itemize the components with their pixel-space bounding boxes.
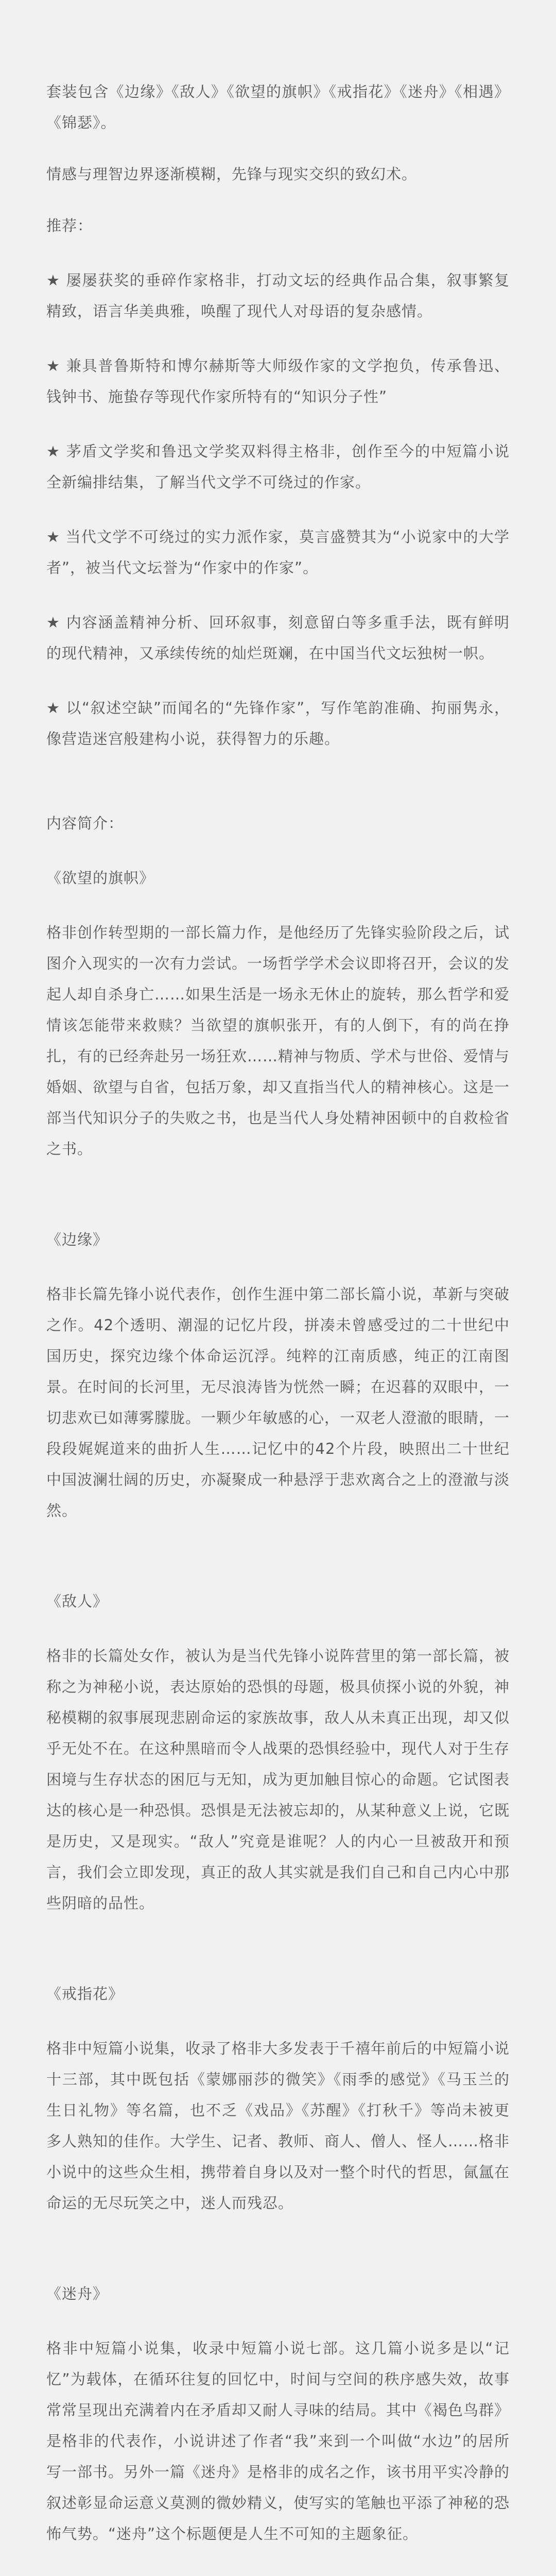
book-edge [46,1224,510,1526]
recommendation-heading: 推荐： [46,217,93,234]
book-title: 《迷舟》 [46,2285,109,2302]
book-enemy [46,1586,510,1919]
book-title: 《欲望的旗帜》 [46,869,155,887]
intro-section [46,76,510,210]
book-description: 格非创作转型期的一部长篇力作，是他经历了先锋实验阶段之后，试图介入现实的一次有力尝试。一场哲学学术会议即将召开，会议的发起人却自杀身亡……如果生活是一场永无休止的旋转，那么哲学和爱情该怎能带来救赎？当欲望的旗帜张开，有的人倒下，有的尚在挣扎，有的已经奔赴另一场狂欢……精神与物质、学术与世俗、爱情与婚姻、欲望与自省，包括万象，却又直指当代人的精神核心。这是一部当代知识分子的失败之书，也是当代人身处精神困顿中的自救检省之书。 [46,924,510,1158]
summary-section [46,808,510,2576]
recommendation-item: ★ 当代文学不可绕过的实力派作家，莫言盛赞其为“小说家中的大学者”，被当代文坛誉为“作家中的作家”。 [46,528,510,577]
recommendation-item: ★ 茅盾文学奖和鲁迅文学奖双料得主格非，创作至今的中短篇小说全新编排结集，了解当代文学不可绕过的作家。 [46,443,510,491]
book-desire-flag [46,862,510,1164]
book-title: 《边缘》 [46,1231,109,1248]
recommendation-section [46,210,510,754]
summary-heading: 内容简介： [46,815,124,832]
book-description: 格非长篇先锋小说代表作，创作生涯中第二部长篇小说，革新与突破之作。42个透明、潮湿的记忆片段，拼凑未曾感受过的二十世纪中国历史，探究边缘个体命运沉浮。纯粹的江南质感，纯正的江南图景。在时间的长河里，无尽浪涛皆为恍然一瞬；在迟暮的双眼中，一切悲欢已如薄雾朦胧。一颗少年敏感的心，一双老人澄澈的眼睛，一段段娓娓道来的曲折人生……记忆中的42个片段，映照出二十世纪中国波澜壮阔的历史，亦凝聚成一种悬浮于悲欢离合之上的澄澈与淡然。 [46,1285,510,1519]
book-description: 格非的长篇处女作，被认为是当代先锋小说阵营里的第一部长篇，被称之为神秘小说，表达原始的恐惧的母题，极具侦探小说的外貌，神秘模糊的叙事展现悲剧命运的家族故事，敌人从未真正出现，却又似乎无处不在。在这种黑暗而令人战栗的恐惧经验中，现代人对于生存困境与生存状态的困厄与无知，成为更加触目惊心的命题。它试图表达的核心是一种恐惧。恐惧是无法被忘却的，从某种意义上说，它既是历史，又是现实。“敌人”究竟是谁呢？人的内心一旦被敌开和预言，我们会立即发现，真正的敌人其实就是我们自己和自己内心中那些阴暗的品性。 [46,1647,510,1912]
recommendation-item: ★ 以“叙述空缺”而闻名的“先锋作家”，写作笔韵准确、拘丽隽永，像营造迷宫般建构小说，获得智力的乐趣。 [46,699,510,748]
recommendation-item: ★ 屡屡获奖的垂碎作家格非，打动文坛的经典作品合集，叙事繁复精致，语言华美典雅，唤醒了现代人对母语的复杂感情。 [46,272,510,320]
set-contents-line: 套装包含《边缘》《敌人》《欲望的旗帜》《戒指花》《迷舟》《相遇》《锦瑟》。 [46,83,510,131]
book-description: 格非中短篇小说集，收录了格非大多发表于千禧年前后的中短篇小说十三部，其中既包括《蒙娜丽莎的微笑》《雨季的感觉》《马玉兰的生日礼物》等名篇，也不乏《戏品》《苏醒》《打秋千》等尚未被更多人熟知的佳作。大学生、记者、教师、商人、僧人、怪人……格非小说中的这些众生相，携带着自身以及对一整个时代的哲思，氤氲在命运的无尽玩笑之中，迷人而残忍。 [46,2040,510,2212]
book-title: 《戒指花》 [46,1985,124,2003]
mood-line: 情感与理智边界逐渐模糊，先锋与现实交织的致幻术。 [46,165,418,183]
book-lost-boat [46,2278,510,2549]
book-description: 格非中短篇小说集，收录中短篇小说七部。这几篇小说多是以“记忆”为载体，在循环往复的回忆中，时间与空间的秩序感失效，故事常常呈现出充满着内在矛盾却又耐人寻味的结局。其中《褐色鸟群》是格非的代表作，小说讲述了作者“我”来到一个叫做“水边”的居所写一部书。另外一篇《迷舟》是格非的成名之作，该书用平实冷静的叙述彰显命运意义莫测的微妙精义，使写实的笔触也平添了神秘的恐怖气势。“迷舟”这个标题便是人生不可知的主题象征。 [46,2340,510,2543]
book-ring-flower [46,1978,510,2218]
recommendation-item: ★ 兼具普鲁斯特和博尔赫斯等大师级作家的文学抱负，传承鲁迅、钱钟书、施蛰存等现代作家所特有的“知识分子性” [46,357,510,405]
book-title: 《敌人》 [46,1592,109,1610]
recommendation-item: ★ 内容涵盖精神分析、回环叙事，刻意留白等多重手法，既有鲜明的现代精神，又承续传统的灿烂斑斓，在中国当代文坛独树一帜。 [46,614,510,662]
